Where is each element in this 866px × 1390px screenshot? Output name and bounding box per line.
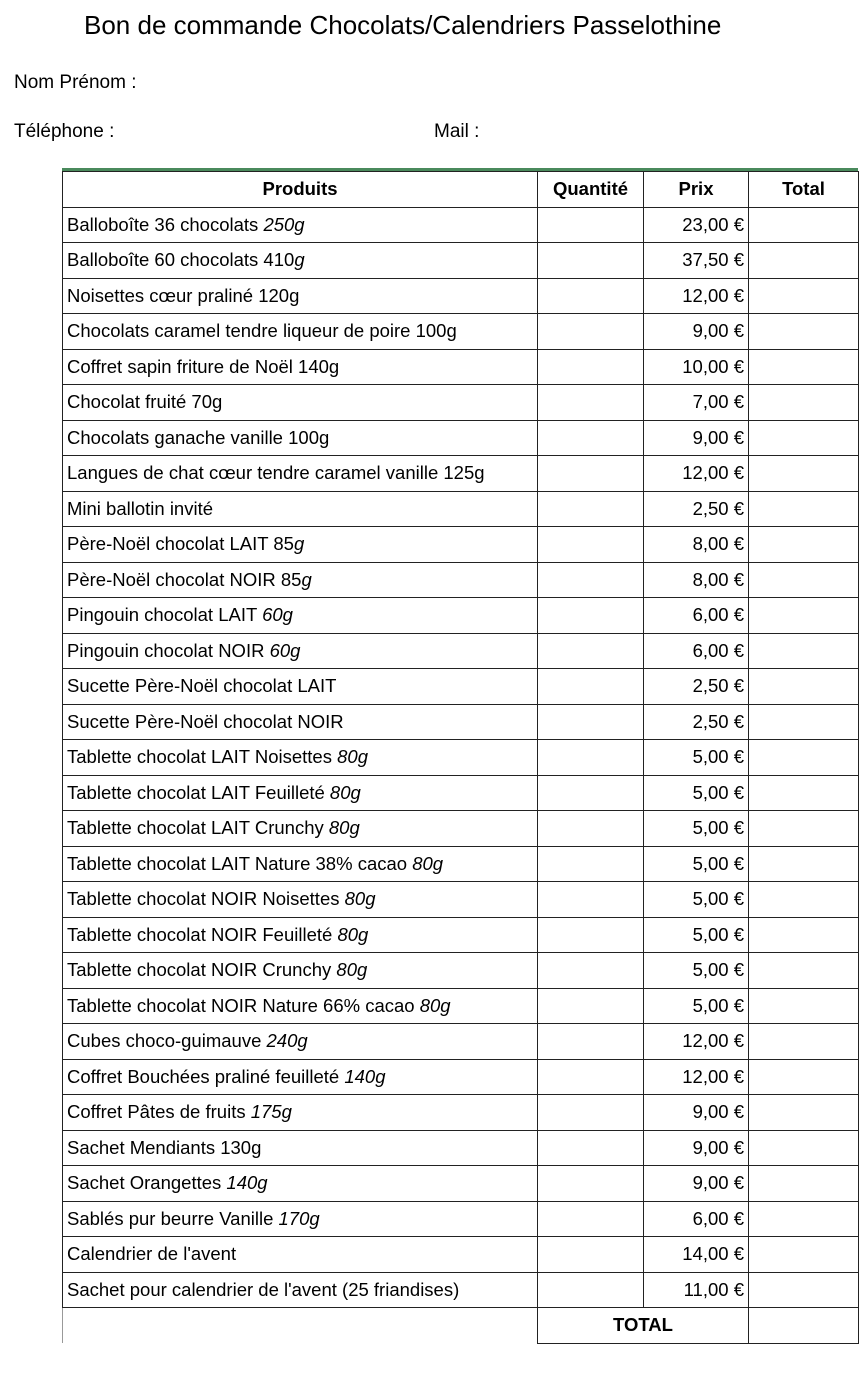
product-name-text: Tablette chocolat NOIR Nature 66% cacao bbox=[67, 994, 420, 1016]
quantity-cell[interactable] bbox=[538, 811, 644, 847]
price-cell: 12,00 € bbox=[644, 278, 749, 314]
price-cell: 2,50 € bbox=[644, 704, 749, 740]
product-name-text: Sucette Père-Noël chocolat NOIR bbox=[67, 710, 344, 732]
line-total-cell[interactable] bbox=[749, 598, 859, 634]
table-row bbox=[63, 1272, 859, 1308]
product-name bbox=[63, 953, 538, 989]
product-name bbox=[63, 1095, 538, 1131]
product-name-text: Tablette chocolat LAIT Crunchy bbox=[67, 817, 329, 839]
line-total-cell[interactable] bbox=[749, 740, 859, 776]
product-name-text: Tablette chocolat NOIR Feuilleté bbox=[67, 923, 338, 945]
product-weight: 140g bbox=[344, 1065, 386, 1087]
product-name bbox=[63, 1272, 538, 1308]
quantity-cell[interactable] bbox=[538, 704, 644, 740]
table-row bbox=[63, 456, 859, 492]
quantity-cell[interactable] bbox=[538, 988, 644, 1024]
price-cell: 9,00 € bbox=[644, 420, 749, 456]
product-name bbox=[63, 917, 538, 953]
quantity-cell[interactable] bbox=[538, 598, 644, 634]
table-row bbox=[63, 775, 859, 811]
price-cell: 7,00 € bbox=[644, 385, 749, 421]
price-cell: 5,00 € bbox=[644, 988, 749, 1024]
price-cell: 6,00 € bbox=[644, 598, 749, 634]
table-row bbox=[63, 917, 859, 953]
product-name bbox=[63, 846, 538, 882]
product-name-text: Langues de chat cœur tendre caramel vanille 125g bbox=[67, 462, 485, 484]
quantity-cell[interactable] bbox=[538, 420, 644, 456]
quantity-cell[interactable] bbox=[538, 953, 644, 989]
line-total-cell[interactable] bbox=[749, 1237, 859, 1273]
product-weight: 140g bbox=[226, 1172, 268, 1194]
product-name bbox=[63, 527, 538, 563]
price-cell: 9,00 € bbox=[644, 1166, 749, 1202]
price-cell: 9,00 € bbox=[644, 1130, 749, 1166]
product-weight: g bbox=[293, 533, 305, 555]
product-name bbox=[63, 243, 538, 279]
product-name-text: Chocolat fruité 70g bbox=[67, 391, 223, 413]
product-name-text: Coffret sapin friture de Noël 140g bbox=[67, 355, 340, 377]
product-name bbox=[63, 562, 538, 598]
table-row bbox=[63, 1201, 859, 1237]
price-cell: 11,00 € bbox=[644, 1272, 749, 1308]
quantity-cell[interactable] bbox=[538, 527, 644, 563]
header-price: Prix bbox=[644, 172, 749, 208]
grand-total-cell[interactable] bbox=[749, 1308, 859, 1344]
line-total-cell[interactable] bbox=[749, 704, 859, 740]
product-name-text: Chocolats ganache vanille 100g bbox=[67, 426, 330, 448]
price-cell: 10,00 € bbox=[644, 349, 749, 385]
quantity-cell[interactable] bbox=[538, 846, 644, 882]
line-total-cell[interactable] bbox=[749, 562, 859, 598]
product-name-text: Père-Noël chocolat NOIR 85 bbox=[67, 568, 302, 590]
product-name bbox=[63, 1201, 538, 1237]
product-name-text: Balloboîte 36 chocolats bbox=[67, 213, 264, 235]
table-row bbox=[63, 207, 859, 243]
line-total-cell[interactable] bbox=[749, 1201, 859, 1237]
product-weight: 175g bbox=[250, 1101, 292, 1123]
quantity-cell[interactable] bbox=[538, 775, 644, 811]
product-name-text: Coffret Bouchées praliné feuilleté bbox=[67, 1065, 345, 1087]
price-cell: 23,00 € bbox=[644, 207, 749, 243]
quantity-cell[interactable] bbox=[538, 1166, 644, 1202]
line-total-cell[interactable] bbox=[749, 1130, 859, 1166]
product-name-text: Tablette chocolat LAIT Nature 38% cacao bbox=[67, 852, 413, 874]
table-row bbox=[63, 420, 859, 456]
price-cell: 2,50 € bbox=[644, 491, 749, 527]
line-total-cell[interactable] bbox=[749, 527, 859, 563]
table-row bbox=[63, 1095, 859, 1131]
price-cell: 12,00 € bbox=[644, 1059, 749, 1095]
product-weight: 80g bbox=[412, 852, 444, 874]
header-total: Total bbox=[749, 172, 859, 208]
line-total-cell[interactable] bbox=[749, 491, 859, 527]
price-cell: 8,00 € bbox=[644, 527, 749, 563]
product-name bbox=[63, 207, 538, 243]
product-weight: 80g bbox=[329, 781, 361, 803]
quantity-cell[interactable] bbox=[538, 1024, 644, 1060]
line-total-cell[interactable] bbox=[749, 882, 859, 918]
price-cell: 5,00 € bbox=[644, 846, 749, 882]
line-total-cell[interactable] bbox=[749, 456, 859, 492]
line-total-cell[interactable] bbox=[749, 846, 859, 882]
table-row bbox=[63, 1237, 859, 1273]
product-name bbox=[63, 704, 538, 740]
product-name bbox=[63, 278, 538, 314]
price-cell: 9,00 € bbox=[644, 314, 749, 350]
quantity-cell[interactable] bbox=[538, 1272, 644, 1308]
line-total-cell[interactable] bbox=[749, 1095, 859, 1131]
table-row bbox=[63, 1024, 859, 1060]
product-name-text: Père-Noël chocolat LAIT 85 bbox=[67, 533, 294, 555]
mail-label: Mail : bbox=[434, 121, 480, 142]
product-weight: 80g bbox=[337, 923, 369, 945]
table-row bbox=[63, 527, 859, 563]
quantity-cell[interactable] bbox=[538, 385, 644, 421]
price-cell: 6,00 € bbox=[644, 633, 749, 669]
quantity-cell[interactable] bbox=[538, 207, 644, 243]
product-name bbox=[63, 882, 538, 918]
price-cell: 2,50 € bbox=[644, 669, 749, 705]
product-name-text: Tablette chocolat LAIT Feuilleté bbox=[67, 781, 330, 803]
total-label: TOTAL bbox=[538, 1308, 749, 1344]
quantity-cell[interactable] bbox=[538, 1130, 644, 1166]
product-name-text: Tablette chocolat NOIR Crunchy bbox=[67, 959, 337, 981]
product-weight: 60g bbox=[269, 639, 301, 661]
product-name-text: Chocolats caramel tendre liqueur de poire 100g bbox=[67, 320, 457, 342]
product-name-text: Sucette Père-Noël chocolat LAIT bbox=[67, 675, 337, 697]
product-name bbox=[63, 385, 538, 421]
price-cell: 12,00 € bbox=[644, 456, 749, 492]
price-cell: 8,00 € bbox=[644, 562, 749, 598]
quantity-cell[interactable] bbox=[538, 1059, 644, 1095]
header-quantity: Quantité bbox=[538, 172, 644, 208]
line-total-cell[interactable] bbox=[749, 278, 859, 314]
price-cell: 9,00 € bbox=[644, 1095, 749, 1131]
product-name bbox=[63, 456, 538, 492]
table-row bbox=[63, 385, 859, 421]
price-cell: 5,00 € bbox=[644, 953, 749, 989]
product-weight: 250g bbox=[263, 213, 305, 235]
line-total-cell[interactable] bbox=[749, 1059, 859, 1095]
table-row bbox=[63, 846, 859, 882]
product-name bbox=[63, 314, 538, 350]
product-weight: g bbox=[294, 249, 305, 271]
product-name-text: Sachet pour calendrier de l'avent (25 friandises) bbox=[67, 1278, 460, 1300]
product-name bbox=[63, 598, 538, 634]
product-name-text: Sachet Mendiants 130g bbox=[67, 1136, 262, 1158]
quantity-cell[interactable] bbox=[538, 456, 644, 492]
product-name-text: Coffret Pâtes de fruits bbox=[67, 1101, 251, 1123]
table-row bbox=[63, 704, 859, 740]
line-total-cell[interactable] bbox=[749, 1272, 859, 1308]
line-total-cell[interactable] bbox=[749, 775, 859, 811]
quantity-cell[interactable] bbox=[538, 278, 644, 314]
product-name bbox=[63, 1130, 538, 1166]
line-total-cell[interactable] bbox=[749, 917, 859, 953]
product-name bbox=[63, 1166, 538, 1202]
table-row bbox=[63, 349, 859, 385]
product-name bbox=[63, 633, 538, 669]
line-total-cell[interactable] bbox=[749, 349, 859, 385]
product-name-text: Mini ballotin invité bbox=[67, 497, 214, 519]
line-total-cell[interactable] bbox=[749, 1024, 859, 1060]
quantity-cell[interactable] bbox=[538, 491, 644, 527]
order-table bbox=[62, 171, 859, 1344]
quantity-cell[interactable] bbox=[538, 917, 644, 953]
table-row bbox=[63, 243, 859, 279]
price-cell: 37,50 € bbox=[644, 243, 749, 279]
product-name-text: Cubes choco-guimauve bbox=[67, 1030, 267, 1052]
product-name bbox=[63, 349, 538, 385]
table-row bbox=[63, 562, 859, 598]
product-weight: 170g bbox=[278, 1207, 320, 1229]
quantity-cell[interactable] bbox=[538, 1095, 644, 1131]
line-total-cell[interactable] bbox=[749, 314, 859, 350]
table-row bbox=[63, 314, 859, 350]
price-cell: 5,00 € bbox=[644, 882, 749, 918]
table-row bbox=[63, 1130, 859, 1166]
product-name bbox=[63, 1059, 538, 1095]
product-name bbox=[63, 491, 538, 527]
product-name-text: Pingouin chocolat NOIR bbox=[67, 639, 270, 661]
product-weight: 80g bbox=[419, 994, 451, 1016]
product-name bbox=[63, 775, 538, 811]
table-header bbox=[63, 172, 859, 208]
product-name bbox=[63, 1237, 538, 1273]
product-name bbox=[63, 988, 538, 1024]
line-total-cell[interactable] bbox=[749, 953, 859, 989]
line-total-cell[interactable] bbox=[749, 385, 859, 421]
product-name-text: Noisettes cœur praliné 120g bbox=[67, 284, 300, 306]
table-row bbox=[63, 882, 859, 918]
table-row bbox=[63, 598, 859, 634]
quantity-cell[interactable] bbox=[538, 633, 644, 669]
product-name-text: Tablette chocolat LAIT Noisettes bbox=[67, 746, 338, 768]
line-total-cell[interactable] bbox=[749, 633, 859, 669]
product-name-text: Balloboîte 60 chocolats 410 bbox=[67, 249, 295, 271]
line-total-cell[interactable] bbox=[749, 811, 859, 847]
quantity-cell[interactable] bbox=[538, 1237, 644, 1273]
quantity-cell[interactable] bbox=[538, 1201, 644, 1237]
quantity-cell[interactable] bbox=[538, 882, 644, 918]
product-weight: 60g bbox=[262, 604, 293, 626]
price-cell: 5,00 € bbox=[644, 740, 749, 776]
product-name-text: Pingouin chocolat LAIT bbox=[67, 604, 263, 626]
line-total-cell[interactable] bbox=[749, 669, 859, 705]
total-row bbox=[63, 1308, 859, 1344]
total-blank-cell bbox=[63, 1308, 538, 1344]
table-row bbox=[63, 988, 859, 1024]
product-name bbox=[63, 811, 538, 847]
phone-label: Téléphone : bbox=[14, 121, 115, 142]
quantity-cell[interactable] bbox=[538, 740, 644, 776]
quantity-cell[interactable] bbox=[538, 669, 644, 705]
quantity-cell[interactable] bbox=[538, 314, 644, 350]
product-name-text: Tablette chocolat NOIR Noisettes bbox=[67, 888, 345, 910]
product-name bbox=[63, 669, 538, 705]
line-total-cell[interactable] bbox=[749, 207, 859, 243]
name-label: Nom Prénom : bbox=[14, 72, 137, 93]
product-weight: 80g bbox=[344, 888, 376, 910]
line-total-cell[interactable] bbox=[749, 988, 859, 1024]
table-row bbox=[63, 278, 859, 314]
table-row bbox=[63, 669, 859, 705]
line-total-cell[interactable] bbox=[749, 1166, 859, 1202]
price-cell: 5,00 € bbox=[644, 775, 749, 811]
line-total-cell[interactable] bbox=[749, 420, 859, 456]
price-cell: 12,00 € bbox=[644, 1024, 749, 1060]
quantity-cell[interactable] bbox=[538, 243, 644, 279]
price-cell: 14,00 € bbox=[644, 1237, 749, 1273]
quantity-cell[interactable] bbox=[538, 349, 644, 385]
page-title: Bon de commande Chocolats/Calendriers Passelothine bbox=[84, 10, 722, 40]
product-weight: g bbox=[301, 568, 312, 590]
table-row bbox=[63, 633, 859, 669]
table-row bbox=[63, 491, 859, 527]
table-row bbox=[63, 1166, 859, 1202]
product-name bbox=[63, 1024, 538, 1060]
product-name-text: Sablés pur beurre Vanille bbox=[67, 1207, 279, 1229]
product-weight: 80g bbox=[336, 959, 368, 981]
header-products: Produits bbox=[63, 172, 538, 208]
table-row bbox=[63, 740, 859, 776]
line-total-cell[interactable] bbox=[749, 243, 859, 279]
product-weight: 80g bbox=[328, 817, 360, 839]
product-name bbox=[63, 740, 538, 776]
price-cell: 5,00 € bbox=[644, 917, 749, 953]
product-weight: 80g bbox=[337, 746, 368, 768]
table-row bbox=[63, 953, 859, 989]
product-name-text: Calendrier de l'avent bbox=[67, 1243, 237, 1265]
price-cell: 6,00 € bbox=[644, 1201, 749, 1237]
table-row bbox=[63, 1059, 859, 1095]
product-name-text: Sachet Orangettes bbox=[67, 1172, 227, 1194]
product-weight: 240g bbox=[266, 1030, 308, 1052]
quantity-cell[interactable] bbox=[538, 562, 644, 598]
price-cell: 5,00 € bbox=[644, 811, 749, 847]
product-name bbox=[63, 420, 538, 456]
table-row bbox=[63, 811, 859, 847]
